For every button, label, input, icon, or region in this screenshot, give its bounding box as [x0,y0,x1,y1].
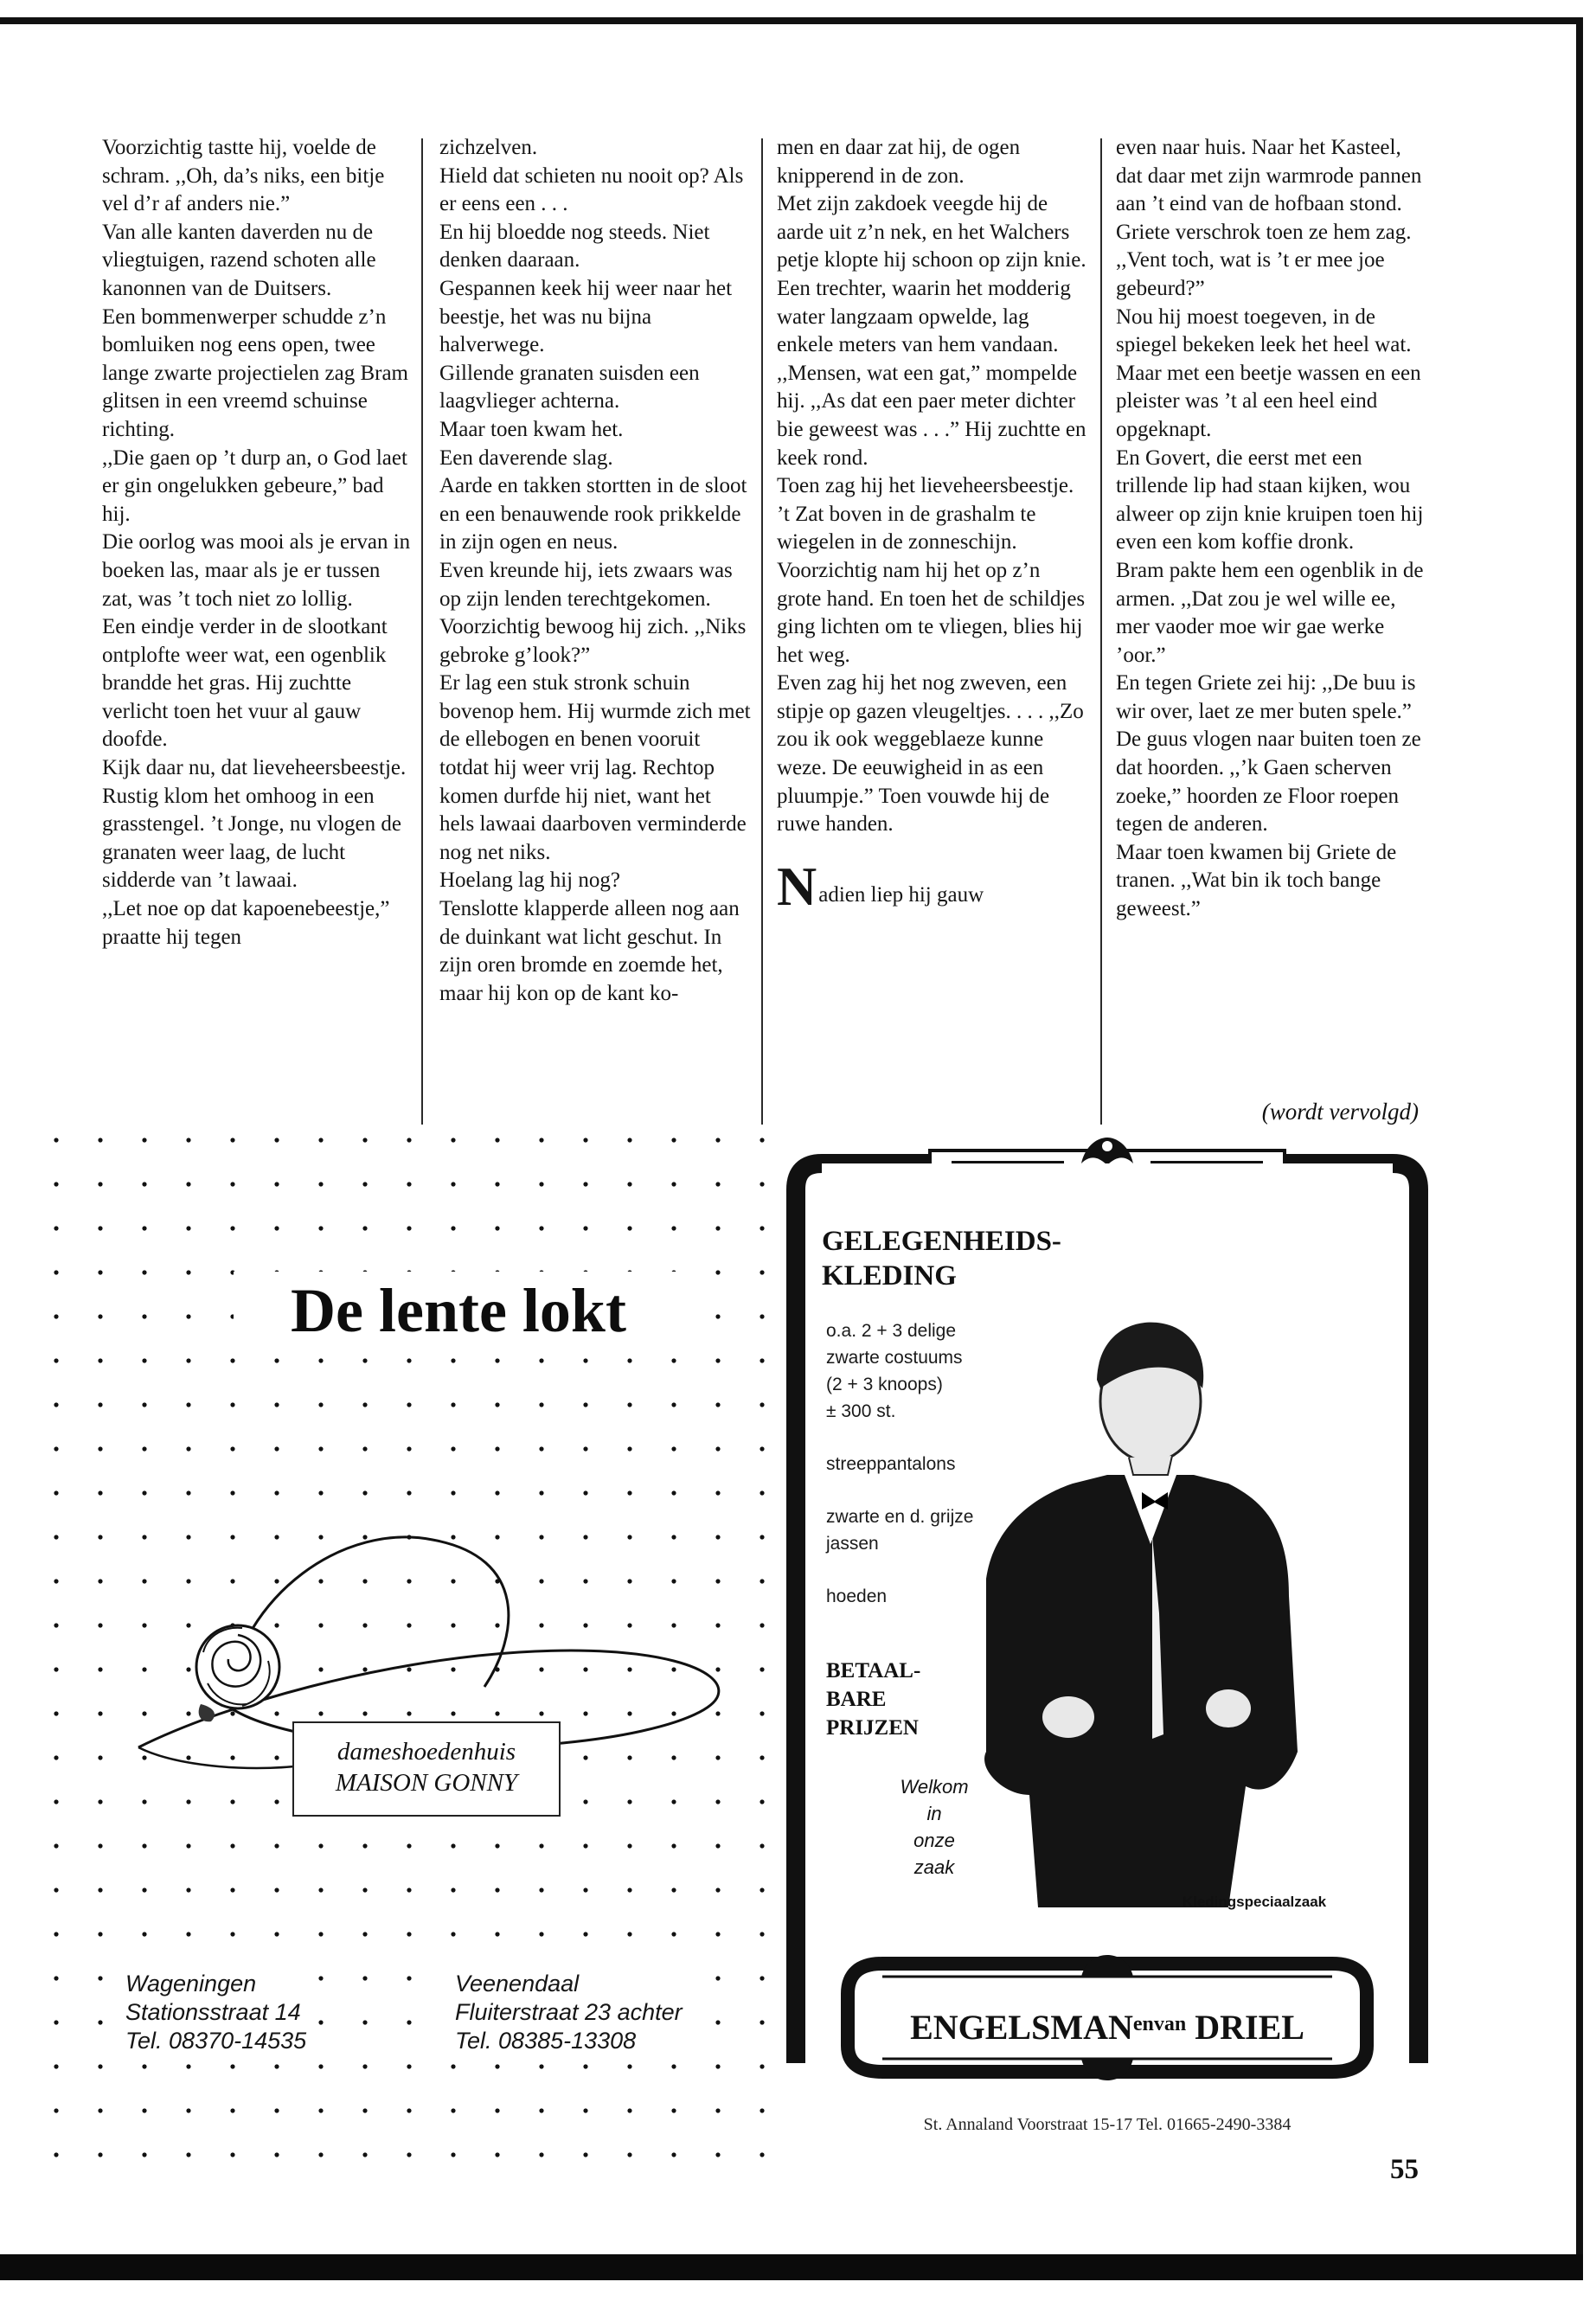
brand-part: DRIEL [1195,2008,1304,2047]
paragraph: men en daar zat hij, de ogen knipperend in de zon. [777,136,1021,188]
paragraph: Aarde en takken stortten in de sloot en een benauwende rook prikkelde in zijn ogen en neus. [439,474,747,554]
paragraph: Een eindje verder in de slootkant ontplofte weer wat, een ogenblik brandde het gras. Hij zuchtte verlicht toen het vuur al gauw doofde. [102,615,388,752]
dropcap-paragraph [777,855,1088,917]
paragraph: Met zijn zakdoek veegde hij de aarde uit z’n nek, en het Walchers petje klopte hij schoon op zijn knie. [777,192,1086,272]
paragraph: De guus vlogen naar buiten toen ze dat hoorden. ,,’k Gaen scherven zoeke,” hoorden ze Floor roepen tegen de anderen. [1116,727,1421,836]
offer-line: zwarte costuums [826,1348,963,1368]
paragraph: Een daverende slag. [439,445,613,470]
paragraph: Voorzichtig tastte hij, voelde de schram. ,,Oh, da’s niks, een bitje vel d’r af anders nie.” [102,136,385,216]
store-phone: Tel. 08385-13308 [455,2028,637,2054]
welcome-line: Welkom [900,1776,969,1798]
bottom-border [0,2254,1583,2280]
welcome-text [882,1773,986,1881]
paragraph: Er lag een stuk stronk schuin bovenop hem. Hij wurmde zich met de ellebogen en benen vooruit totdat hij weer vrij lag. Rechtop komen durfde hij niet, want het hels lawaai daarboven verminderde nog net niks. [439,671,751,864]
paragraph: Gespannen keek hij weer naar het beestje, het was nu bijna halverwege. [439,276,733,357]
shop-tagline: Kledingspeciaalzaak [1182,1894,1327,1910]
hat-shop-ad [35,1125,774,2163]
paragraph: ,,Let noe op dat kapoenebeestje,” praatte hij tegen [102,897,390,949]
paragraph: Een trechter, waarin het modderig water langzaam opwelde, lag enkele meters van hem vandaan. ,,Mensen, wat een gat,” mompelde hij. ,,As dat een paer meter dichter bie geweest was . . .” Hij zuchtte en keek rond. [777,276,1086,470]
paragraph: Die oorlog was mooi als je ervan in boeken las, maar als je er tussen zat, was ’t toch niet zo lollig. [102,530,411,611]
ad-headline [822,1224,1081,1293]
paragraph: Van alle kanten daverden nu de vliegtuigen, razend schoten alle kanonnen van de Duitsers. [102,220,376,300]
store-address-veenendaal [448,1968,689,2057]
store-city: Wageningen [125,1971,257,1997]
store-city: Veenendaal [455,1971,580,1997]
dropcap-letter: N [777,855,817,917]
paragraph: Tenslotte klapperde alleen nog aan de duinkant wat licht geschut. In zijn oren bromde en zoemde het, maar hij kon op de kant ko- [439,897,740,1005]
spacer [826,1557,1042,1583]
paragraph: Maar toen kwamen bij Griete de tranen. ,,Wat bin ik toch bange geweest.” [1116,840,1397,921]
paragraph: zichzelven. [439,136,538,159]
clothing-shop-ad [779,1129,1436,2134]
page-number: 55 [1390,2154,1419,2185]
spacer [826,1477,1042,1503]
welcome-line: zaak [913,1856,955,1878]
brand-part: ENGELSMAN [910,2008,1133,2047]
paragraph: Hield dat schieten nu nooit op? Als er eens een . . . [439,163,744,216]
spacer [826,1425,1042,1451]
paragraph: En hij bloedde nog steeds. Niet denken daaraan. [439,220,710,272]
paragraph: ,,Die gaen op ’t durp an, o God laet er gin ongelukken gebeure,” bad hij. [102,445,407,526]
paragraph: Even zag hij het nog zweven, een stipje op gazen vleugeltjes. . . . ,,Zo zou ik ook weggeblaeze kunne weze. De eeuwigheid in as een pluumpje.” Toen vouwde hij de ruwe handen. [777,671,1084,836]
shop-name-box [292,1721,561,1817]
paragraph: En Govert, die eerst met een trillende lip had staan kijken, wou alweer op zijn knie kruipen toen hij even een kom koffie dronk. [1116,445,1424,554]
column-divider [761,138,763,1125]
shop-brand [848,2005,1367,2047]
prices-line: PRIJZEN [826,1716,919,1740]
story-column-1 [102,134,413,1129]
paragraph: Gillende granaten suisden een laagvlieger achterna. [439,361,700,413]
right-border [1576,17,1583,2266]
offer-line: (2 + 3 knoops) [826,1375,943,1394]
offer-list [826,1317,1042,1610]
headline-line: GELEGENHEIDS- [822,1226,1061,1257]
continued-note: (wordt vervolgd) [1261,1099,1419,1125]
paragraph: Bram pakte hem een ogenblik in de armen. ,,Dat zou je wel wille ee, mer vaoder moe wir gae werke ’oor.” [1116,558,1424,667]
paragraph: Een bommenwerper schudde z’n bomluiken nog eens open, twee lange zwarte projectielen zag Bram glitsen in een vreemd schuinse richting. [102,304,408,441]
column-divider [1100,138,1102,1125]
shop-address: St. Annaland Voorstraat 15-17 Tel. 01665-2490-3384 [923,2115,1292,2134]
paragraph: ’t Zat boven in de grashalm te wiegelen in de zonneschijn. Voorzichtig nam hij het op z’n grote hand. En toen het de schildjes ging lichten om te vliegen, blies hij het weg. [777,502,1086,667]
store-street: Stationsstraat 14 [125,1999,301,2025]
story-column-2 [439,134,751,1129]
welcome-line: onze [913,1830,955,1851]
paragraph: Nou hij moest toegeven, in de spiegel bekeken leek het heel wat. Maar met een beetje wassen en een pleister was ’t al een heel eind opgeknapt. [1116,304,1421,441]
story-column-4 [1116,134,1427,1129]
store-street: Fluiterstraat 23 achter [455,1999,683,2025]
shop-name: MAISON GONNY [335,1769,518,1797]
offer-line: zwarte en d. grijze [826,1507,974,1527]
paragraph: Hoelang lag hij nog? [439,868,620,893]
offer-line: ± 300 st. [826,1401,896,1421]
offer-line: hoeden [826,1586,888,1606]
prices-callout [826,1657,999,1742]
paragraph: Voorzichtig bewoog hij zich. ,,Niks gebroke g’look?” [439,615,747,667]
paragraph: En tegen Griete zei hij: ,,De buu is wir over, laet ze mer buten spele.” [1116,671,1416,723]
welcome-line: in [926,1803,942,1824]
prices-line: BETAAL- [826,1659,921,1682]
top-border [0,17,1583,24]
story-column-3 [777,134,1088,1129]
dropcap-text: adien liep hij gauw [818,882,984,907]
paragraph: Even kreunde hij, iets zwaars was op zijn lenden terechtgekomen. [439,558,733,611]
offer-line: jassen [826,1534,879,1554]
column-divider [421,138,423,1125]
headline-line: KLEDING [822,1260,957,1292]
offer-line: streeppantalons [826,1454,956,1474]
brand-part: en [1132,2013,1154,2035]
ad-headline: De lente lokt [234,1272,683,1349]
store-phone: Tel. 08370-14535 [125,2028,307,2054]
brand-part: van [1153,2013,1187,2035]
paragraph: Kijk daar nu, dat lieveheersbeestje. Rustig klom het omhoog in een grasstengel. ’t Jonge, nu vlogen de granaten weer laag, de lucht sidderde van ’t lawaai. [102,756,407,893]
prices-line: BARE [826,1688,887,1711]
shop-type: dameshoedenhuis [337,1738,516,1766]
paragraph: Maar toen kwam het. [439,417,624,441]
store-address-wageningen [119,1968,313,2057]
paragraph: even naar huis. Naar het Kasteel, dat daar met zijn warmrode pannen aan ’t eind van de hofbaan stond. Griete verschrok toen ze hem zag. ,,Vent toch, wat is ’t er mee joe gebeurd?” [1116,136,1422,300]
paragraph: Toen zag hij het lieveheersbeestje. [777,474,1074,498]
offer-line: o.a. 2 + 3 delige [826,1321,957,1341]
